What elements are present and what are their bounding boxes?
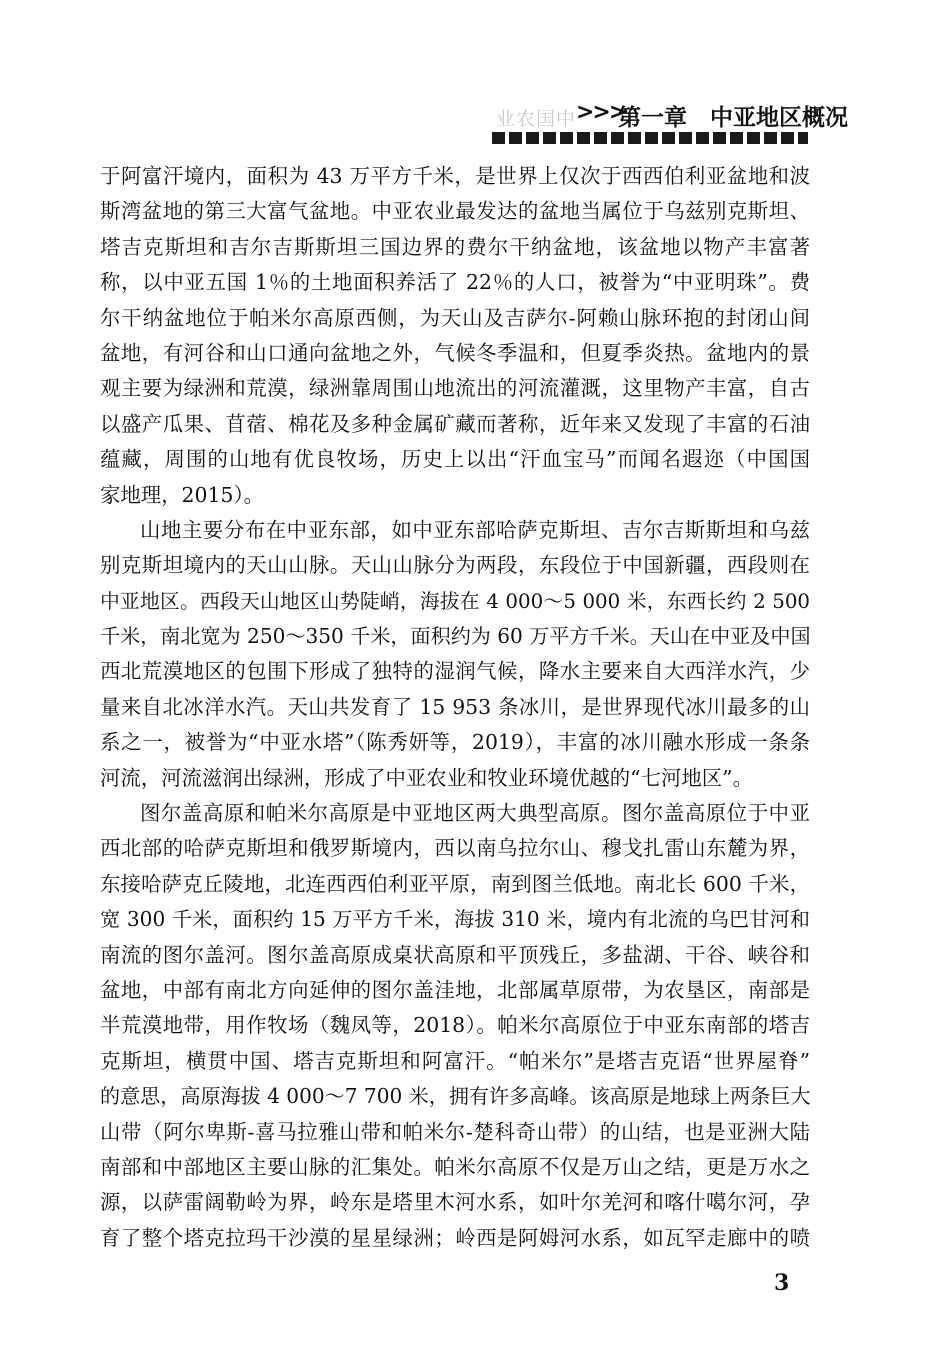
header-bleedthrough-text: 业农国中 bbox=[496, 108, 577, 130]
text-line: 半荒漠地带，用作牧场（魏凤等，2018）。帕米尔高原位于中亚东南部的塔吉 bbox=[100, 1013, 810, 1038]
text-line: 宽 300 千米，面积约 15 万平方千米，海拔 310 米，境内有北流的乌巴甘河和 bbox=[100, 907, 810, 932]
chapter-title: 第一章 中亚地区概况 bbox=[618, 105, 848, 131]
text-line: 家地理，2015）。 bbox=[100, 482, 265, 507]
text-line: 千米，南北宽为 250～350 千米，面积约为 60 万平方千米。天山在中亚及中国 bbox=[100, 624, 811, 649]
text-line: 东接哈萨克丘陵地，北连西西伯利亚平原，南到图兰低地。南北长 600 千米， bbox=[100, 871, 810, 896]
text-line: 中亚地区。西段天山地区山势陡峭，海拔在 4 000～5 000 米，东西长约 2 500 bbox=[100, 589, 810, 613]
text-line: 量来自北冰洋水汽。天山共发育了 15 953 条冰川，是世界现代冰川最多的山 bbox=[100, 694, 810, 719]
text-line: 斯湾盆地的第三大富气盆地。中亚农业最发达的盆地当属位于乌兹别克斯坦、 bbox=[100, 199, 810, 224]
text-line: 西北部的哈萨克斯坦和俄罗斯境内，西以南乌拉尔山、穆戈扎雷山东麓为界， bbox=[100, 836, 810, 861]
text-line: 西北荒漠地区的包围下形成了独特的湿润气候，降水主要来自大西洋水汽，少 bbox=[100, 659, 810, 684]
text-line: 蕴藏，周围的山地有优良牧场，历史上以出“汗血宝马”而闻名遐迩（中国国 bbox=[100, 447, 810, 472]
text-line: 南流的图尔盖河。图尔盖高原成桌状高原和平顶残丘，多盐湖、干谷、峡谷和 bbox=[100, 942, 810, 967]
text-line: 图尔盖高原和帕米尔高原是中亚地区两大典型高原。图尔盖高原位于中亚 bbox=[140, 801, 810, 826]
text-line: 河流，河流滋润出绿洲，形成了中亚农业和牧业环境优越的“七河地区”。 bbox=[100, 765, 753, 790]
text-line: 观主要为绿洲和荒漠，绿洲靠周围山地流出的河流灌溉，这里物产丰富，自古 bbox=[100, 376, 810, 401]
text-line: 系之一，被誉为“中亚水塔”（陈秀妍等，2019），丰富的冰川融水形成一条条 bbox=[100, 730, 810, 755]
page-number: 3 bbox=[774, 1270, 790, 1296]
header-arrows-icon: >>> bbox=[576, 100, 626, 125]
text-line: 克斯坦，横贯中国、塔吉克斯坦和阿富汗。“帕米尔”是塔吉克语“世界屋脊” bbox=[100, 1048, 810, 1073]
text-line: 于阿富汗境内，面积为 43 万平方千米，是世界上仅次于西西伯利亚盆地和波 bbox=[100, 164, 810, 188]
text-line: 南部和中部地区主要山脉的汇集处。帕米尔高原不仅是万山之结，更是万水之 bbox=[100, 1154, 810, 1179]
text-line: 山地主要分布在中亚东部，如中亚东部哈萨克斯坦、吉尔吉斯斯坦和乌兹 bbox=[140, 517, 810, 542]
text-line: 育了整个塔克拉玛干沙漠的星星绿洲；岭西是阿姆河水系，如瓦罕走廊中的喷 bbox=[100, 1225, 810, 1250]
header-decorative-bar bbox=[492, 132, 808, 144]
body-text bbox=[100, 159, 810, 1256]
running-header bbox=[490, 98, 848, 154]
text-line: 盆地，中部有南北方向延伸的图尔盖洼地，北部属草原带，为农垦区，南部是 bbox=[100, 977, 810, 1002]
text-line: 的意思，高原海拔 4 000～7 700 米，拥有许多高峰。该高原是地球上两条巨大 bbox=[100, 1084, 811, 1109]
text-line: 盆地，有河谷和山口通向盆地之外，气候冬季温和，但夏季炎热。盆地内的景 bbox=[100, 340, 810, 365]
text-line: 尔干纳盆地位于帕米尔高原西侧，为天山及吉萨尔-阿赖山脉环抱的封闭山间 bbox=[100, 305, 810, 330]
text-line: 塔吉克斯坦和吉尔吉斯斯坦三国边界的费尔干纳盆地，该盆地以物产丰富著 bbox=[100, 234, 810, 259]
text-line: 别克斯坦境内的天山山脉。天山山脉分为两段，东段位于中国新疆，西段则在 bbox=[100, 553, 810, 578]
text-line: 称，以中亚五国 1％的土地面积养活了 22％的人口，被誉为“中亚明珠”。费 bbox=[100, 270, 810, 295]
text-line: 源，以萨雷阔勒岭为界，岭东是塔里木河水系，如叶尔羌河和喀什噶尔河，孕 bbox=[100, 1190, 810, 1215]
text-line: 以盛产瓜果、苜蓿、棉花及多种金属矿藏而著称，近年来又发现了丰富的石油 bbox=[100, 411, 810, 436]
text-line: 山带（阿尔卑斯-喜马拉雅山带和帕米尔-楚科奇山带）的山结，也是亚洲大陆 bbox=[100, 1119, 810, 1144]
